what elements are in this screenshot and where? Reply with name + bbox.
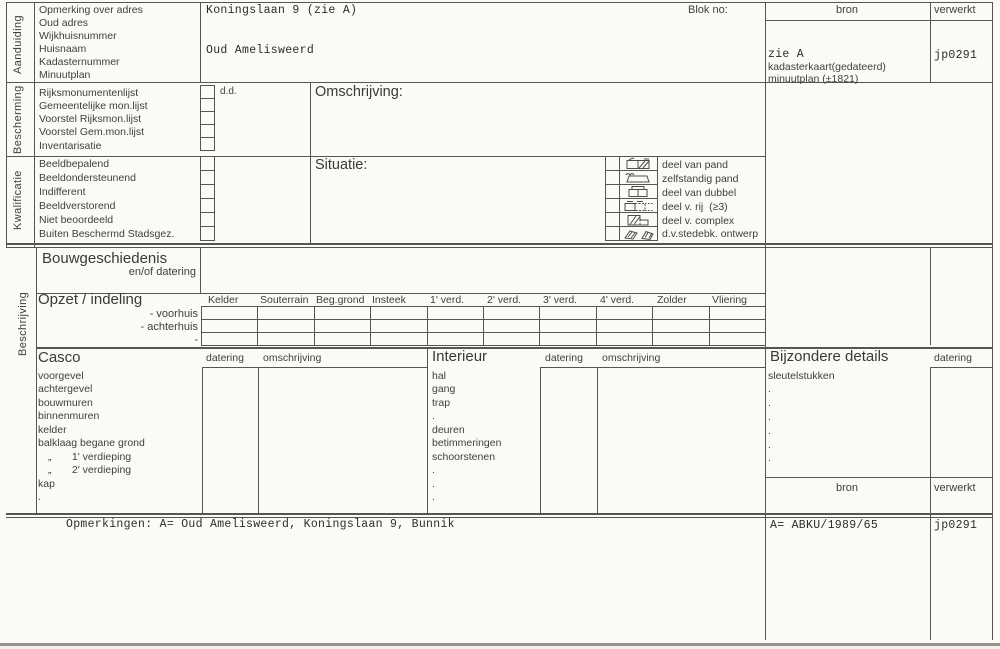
bijzondere-row-label: . (768, 383, 771, 395)
form-row-label: Oud adres (39, 17, 89, 29)
form-row-label: Huisnaam (39, 43, 87, 55)
section-label-beschrijving: Beschrijving (17, 291, 29, 357)
form-row-label: Beeldverstorend (39, 200, 116, 212)
line (930, 367, 931, 640)
verwerkt-column-header: verwerkt (934, 4, 976, 16)
checkbox (200, 170, 215, 185)
form-row-label: Rijksmonumentenlijst (39, 87, 139, 99)
opzet-grid (202, 307, 766, 346)
situatie-option-label: deel van pand (662, 159, 728, 171)
checkbox (605, 170, 620, 185)
interieur-title: Interieur (432, 348, 488, 365)
opzet-row-label: - voorhuis (149, 308, 198, 320)
line (930, 2, 931, 82)
opzet-column-header: Kelder (208, 294, 239, 306)
grid-cell (314, 306, 371, 320)
checkbox (605, 212, 620, 227)
opzet-row-label: - achterhuis (140, 321, 198, 333)
line (930, 367, 992, 368)
line (202, 367, 427, 368)
form-row-label: Voorstel Gem.mon.lijst (39, 126, 145, 138)
stedebouwkundig-ontwerp-icon (619, 226, 658, 241)
blok-no-label: Blok no: (688, 4, 728, 16)
line (540, 367, 765, 368)
grid-cell (201, 319, 258, 333)
interieur-row-label: schoorstenen (432, 451, 496, 463)
opmerkingen-verwerkt-value: jp0291 (934, 519, 978, 532)
casco-row-label: kap (38, 478, 55, 490)
line (930, 247, 931, 345)
datering-column-label: datering (206, 352, 244, 364)
omschrijving-column-label: omschrijving (602, 352, 661, 364)
line (6, 247, 992, 248)
huisnaam-value: Oud Amelisweerd (206, 44, 315, 57)
deel-van-pand-icon (619, 156, 658, 171)
checkbox (200, 198, 215, 213)
grid-cell (314, 319, 371, 333)
bijzondere-row-label: . (768, 397, 771, 409)
opzet-column-header: 2' verd. (487, 294, 522, 306)
situatie-option-label: deel v. complex (662, 215, 735, 227)
checkbox (605, 198, 620, 213)
line (36, 247, 37, 513)
interieur-row-label: . (432, 464, 435, 476)
interieur-row-label: hal (432, 370, 447, 382)
datering-column-label: datering (934, 352, 972, 364)
grid-cell (596, 319, 653, 333)
line (202, 367, 203, 513)
grid-cell (257, 332, 314, 346)
verwerkt-footer-header: verwerkt (934, 482, 976, 494)
grid-cell (596, 306, 653, 320)
grid-cell (427, 306, 484, 320)
deel-v-complex-icon (619, 212, 658, 227)
grid-cell (709, 306, 766, 320)
bron-entry: kadasterkaart(gedateerd) (768, 61, 886, 73)
deel-van-dubbel-icon (619, 184, 658, 199)
opzet-column-header: Souterrain (260, 294, 309, 306)
grid-cell (257, 319, 314, 333)
checkbox (200, 85, 215, 99)
form-row-label: Voorstel Rijksmon.lijst (39, 113, 142, 125)
bijzondere-details-title: Bijzondere details (770, 348, 889, 365)
checkbox (605, 156, 620, 171)
line (6, 513, 992, 515)
interieur-row-label: trap (432, 397, 451, 409)
kwalificatie-checkbox-column (200, 157, 215, 241)
form-row-label: Wijkhuisnummer (39, 30, 117, 42)
interieur-row-label: gang (432, 383, 456, 395)
opzet-column-header: 1' verd. (430, 294, 465, 306)
opzet-column-header: Beg.grond (316, 294, 365, 306)
checkbox (605, 226, 620, 241)
line (200, 2, 201, 82)
grid-cell (370, 306, 427, 320)
situatie-icon-column (619, 157, 658, 241)
casco-title: Casco (38, 349, 81, 366)
casco-row-label: balklaag begane grond (38, 437, 145, 449)
bescherming-checkbox-column (200, 86, 215, 151)
grid-cell (539, 332, 596, 346)
situatie-heading: Situatie: (315, 157, 368, 173)
grid-cell (596, 332, 653, 346)
interieur-row-label: . (432, 491, 435, 503)
checkbox (200, 226, 215, 241)
bijzondere-row-label: . (768, 439, 771, 451)
line (34, 2, 35, 247)
line (992, 2, 993, 640)
form-row-label: Indifferent (39, 186, 86, 198)
line (765, 20, 992, 21)
grid-cell (427, 332, 484, 346)
grid-cell (539, 306, 596, 320)
interieur-row-label: betimmeringen (432, 437, 502, 449)
opmerkingen-bron-value: A= ABKU/1989/65 (770, 519, 879, 532)
datering-column-label: datering (545, 352, 583, 364)
section-label-aanduiding: Aanduiding (12, 14, 24, 74)
line (6, 2, 7, 247)
line (6, 2, 992, 3)
interieur-row-label: . (432, 478, 435, 490)
checkbox (200, 98, 215, 112)
opzet-column-header: 4' verd. (600, 294, 635, 306)
bron-entry: minuutplan (±1821) (768, 73, 859, 85)
adres-value: Koningslaan 9 (zie A) (206, 4, 358, 17)
bijzondere-row-label: . (768, 452, 771, 464)
verwerkt-entry: jp0291 (934, 49, 978, 62)
situatie-option-label: deel v. rij (≥3) (662, 201, 728, 213)
bijzondere-row-label: sleutelstukken (768, 370, 835, 382)
grid-cell (652, 319, 709, 333)
opzet-column-header: Insteek (372, 294, 406, 306)
opzet-column-header: Vliering (712, 294, 748, 306)
grid-cell (257, 306, 314, 320)
grid-cell (539, 319, 596, 333)
form-row-label: Opmerking over adres (39, 4, 143, 16)
line (765, 477, 992, 478)
grid-cell (483, 319, 540, 333)
form-row-label: Buiten Beschermd Stadsgez. (39, 228, 175, 240)
bron-footer-header: bron (835, 482, 859, 494)
casco-row-label: . (38, 491, 41, 503)
section-label-bescherming: Bescherming (12, 85, 24, 155)
casco-row-label: binnenmuren (38, 410, 100, 422)
interieur-row-label: deuren (432, 424, 465, 436)
checkbox (605, 184, 620, 199)
form-row-label: Minuutplan (39, 69, 91, 81)
section-label-kwalificatie: Kwalificatie (12, 170, 24, 231)
casco-row-label: voorgevel (38, 370, 84, 382)
opzet-column-header: Zolder (657, 294, 687, 306)
checkbox (200, 124, 215, 138)
opzet-row-label: - (194, 334, 198, 346)
opzet-title: Opzet / indeling (38, 291, 143, 308)
grid-cell (201, 306, 258, 320)
casco-row-label: „ 2' verdieping (48, 464, 132, 476)
line (6, 243, 992, 245)
situatie-option-label: zelfstandig pand (662, 173, 739, 185)
line (597, 367, 598, 513)
checkbox (200, 212, 215, 227)
form-row-label: Niet beoordeeld (39, 214, 114, 226)
omschrijving-heading: Omschrijving: (315, 84, 403, 100)
checkbox (200, 137, 215, 151)
line (258, 367, 259, 513)
line (427, 347, 428, 513)
grid-cell (427, 319, 484, 333)
line (200, 247, 201, 293)
casco-row-label: kelder (38, 424, 67, 436)
form-row-label: Beeldondersteunend (39, 172, 136, 184)
casco-row-label: bouwmuren (38, 397, 93, 409)
grid-cell (314, 332, 371, 346)
line (540, 367, 541, 513)
grid-cell (709, 319, 766, 333)
line (310, 82, 311, 243)
situatie-checkbox-column (605, 157, 620, 241)
grid-cell (370, 319, 427, 333)
form-row-label: Beeldbepalend (39, 158, 110, 170)
interieur-row-label: . (432, 410, 435, 422)
grid-cell (201, 332, 258, 346)
opzet-column-header: 3' verd. (543, 294, 578, 306)
dd-label: d.d. (220, 86, 237, 97)
bron-entry: zie A (768, 48, 805, 61)
bijzondere-row-label: . (768, 411, 771, 423)
checkbox (200, 156, 215, 171)
omschrijving-column-label: omschrijving (263, 352, 322, 364)
grid-cell (483, 332, 540, 346)
casco-row-label: „ 1' verdieping (48, 451, 132, 463)
bijzondere-row-label: . (768, 425, 771, 437)
form-row-label: Gemeentelijke mon.lijst (39, 100, 148, 112)
checkbox (200, 111, 215, 125)
deel-v-rij-icon (619, 198, 658, 213)
grid-cell (652, 306, 709, 320)
grid-cell (483, 306, 540, 320)
bron-column-header: bron (835, 4, 859, 16)
grid-cell (652, 332, 709, 346)
opmerkingen-text: Opmerkingen: A= Oud Amelisweerd, Koningslaan 9, Bunnik (66, 518, 455, 531)
checkbox (200, 184, 215, 199)
zelfstandig-pand-icon (619, 170, 658, 185)
grid-cell (370, 332, 427, 346)
grid-cell (709, 332, 766, 346)
casco-row-label: achtergevel (38, 383, 93, 395)
situatie-option-label: deel van dubbel (662, 187, 737, 199)
form-row-label: Inventarisatie (39, 140, 102, 152)
bouwgeschiedenis-subtitle: en/of datering (128, 266, 196, 278)
form-row-label: Kadasternummer (39, 56, 120, 68)
situatie-option-label: d.v.stedebk. ontwerp (662, 228, 759, 240)
bouwgeschiedenis-title: Bouwgeschiedenis (42, 250, 168, 267)
